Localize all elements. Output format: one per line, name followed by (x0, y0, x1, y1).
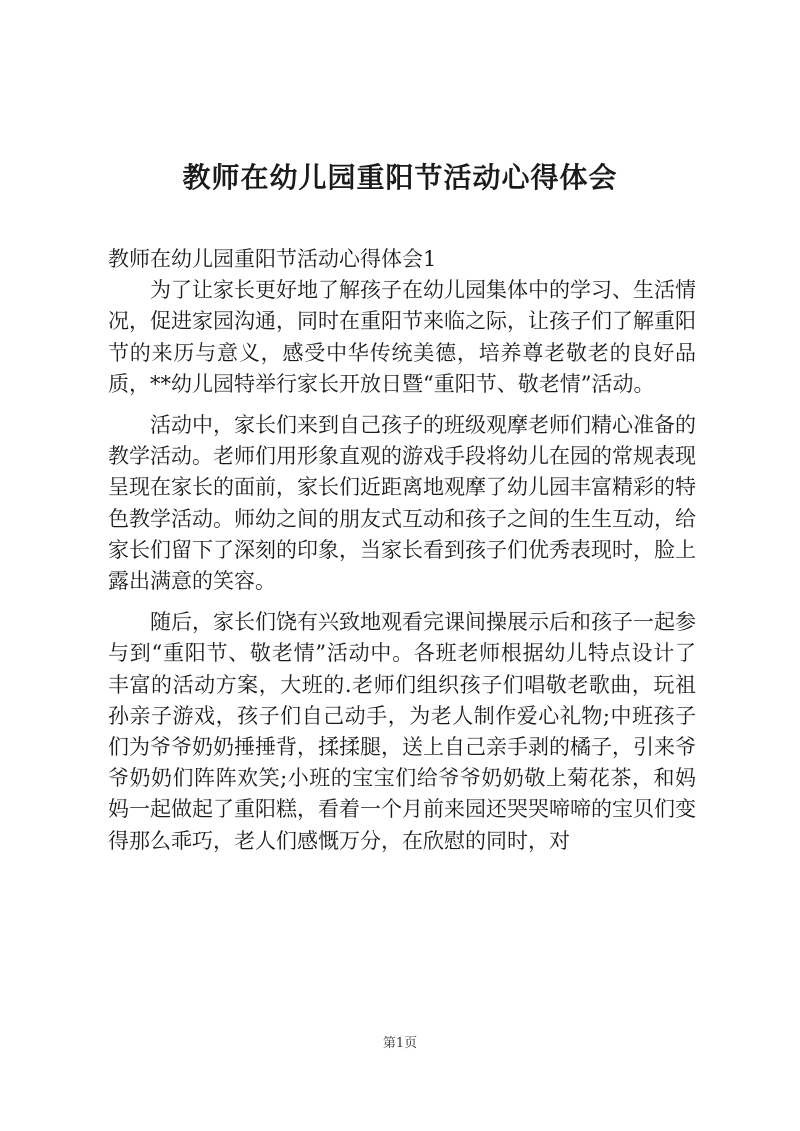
paragraph: 随后，家长们饶有兴致地观看完课间操展示后和孩子一起参与到“重阳节、敬老情”活动中。各班老师根据幼儿特点设计了丰富的活动方案，大班的.老师们组织孩子们唱敬老歌曲，玩祖孙亲子游戏，孩子们自己动手，为老人制作爱心礼物;中班孩子们为爷爷奶奶捶捶背，揉揉腿，送上自己亲手剥的橘子，引来爷爷奶奶们阵阵欢笑;小班的宝宝们给爷爷奶奶敬上菊花茶，和妈妈一起做起了重阳糕，看着一个月前来园还哭哭啼啼的宝贝们变得那么乖巧，老人们感慨万分，在欣慰的同时，对 (108, 610, 696, 853)
paragraph: 活动中，家长们来到自己孩子的班级观摩老师们精心准备的教学活动。老师们用形象直观的游戏手段将幼儿在园的常规表现呈现在家长的面前，家长们近距离地观摩了幼儿园丰富精彩的特色教学活动。师幼之间的朋友式互动和孩子之间的生生互动，给家长们留下了深刻的印象，当家长看到孩子们优秀表现时，脸上露出满意的笑容。 (108, 413, 696, 594)
document-title: 教师在幼儿园重阳节活动心得体会 (182, 161, 618, 194)
document-body (108, 244, 696, 867)
paragraph: 为了让家长更好地了解孩子在幼儿园集体中的学习、生活情况，促进家园沟通，同时在重阳节来临之际，让孩子们了解重阳节的来历与意义，感受中华传统美德，培养尊老敬老的良好品质，**幼儿园特举行家长开放日暨“重阳节、敬老情”活动。 (108, 278, 696, 396)
section-subtitle: 教师在幼儿园重阳节活动心得体会1 (108, 247, 437, 271)
page-number: 第1页 (382, 1036, 418, 1051)
